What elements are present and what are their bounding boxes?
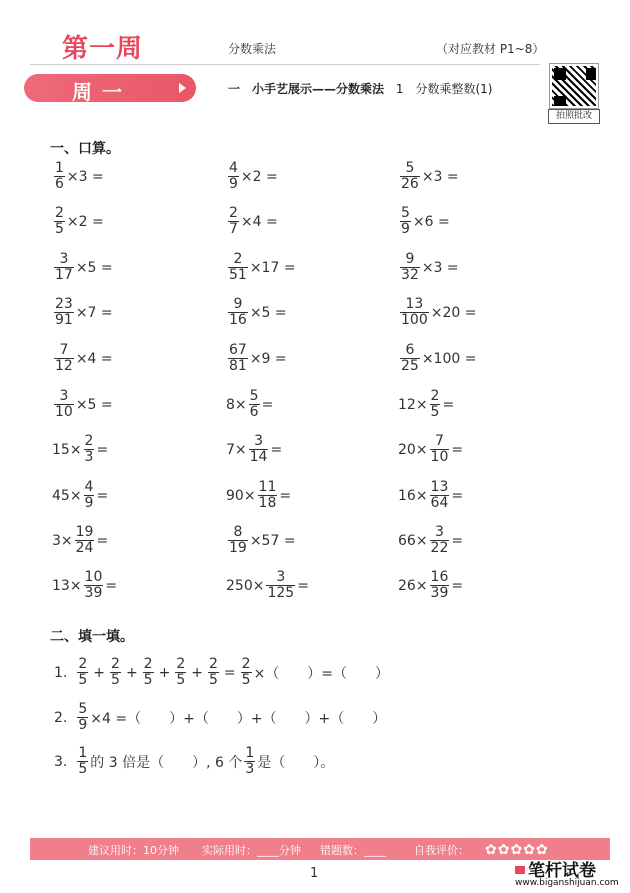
actual-time: 实际用时：____分钟 (202, 844, 301, 857)
fraction (54, 297, 74, 328)
denominator: 26 (401, 176, 419, 192)
operation-suffix: = (297, 577, 309, 594)
oral-calc-item (226, 480, 291, 511)
multiplier-prefix: 45× (52, 487, 82, 504)
numerator: 3 (59, 388, 69, 404)
denominator: 16 (229, 312, 247, 328)
oral-calc-item (52, 161, 104, 192)
denominator: 3 (245, 761, 255, 777)
oral-calc-item (52, 434, 108, 465)
numerator: 2 (78, 656, 88, 672)
denominator: 5 (78, 672, 88, 688)
multiplier-prefix: 250× (226, 577, 265, 594)
numerator: 3 (59, 251, 69, 267)
denominator: 18 (258, 495, 277, 511)
operation-suffix: ×5 = (75, 396, 113, 413)
denominator: 7 (229, 221, 238, 237)
fraction (249, 389, 260, 420)
fraction (266, 570, 295, 601)
oral-calc-item (398, 570, 463, 601)
operation-suffix: = (442, 396, 455, 413)
operation-suffix: ×2 = (66, 213, 104, 230)
operation-suffix: ×4 = (75, 350, 113, 367)
suggested-time: 建议用时：10分钟 (88, 844, 179, 857)
fraction (143, 657, 154, 688)
fraction (258, 480, 278, 511)
denominator: 5 (55, 221, 64, 237)
oral-calc-item (52, 297, 113, 328)
topic-label: 分数乘法 (228, 42, 277, 56)
fraction (77, 657, 88, 688)
numerator: 23 (55, 296, 73, 312)
error-count: 错题数：____ (320, 844, 386, 857)
question-number: 2. (54, 709, 68, 726)
watermark-url: www.biganshijuan.com (515, 878, 619, 888)
denominator: 5 (241, 672, 251, 688)
oral-calc-item (52, 525, 108, 556)
qr-label: 拍照批改 (548, 109, 600, 124)
fraction (241, 657, 252, 688)
fraction (75, 525, 95, 556)
fraction (228, 297, 248, 328)
question-3-end: 是（ ）。 (257, 754, 335, 771)
header-divider (30, 64, 540, 65)
oral-calc-item (226, 161, 278, 192)
question-number: 1. (54, 664, 68, 681)
denominator: 9 (78, 717, 88, 733)
numerator: 2 (111, 656, 120, 672)
operation-suffix: = (105, 577, 118, 594)
fraction (77, 702, 88, 733)
oral-calc-item (52, 343, 113, 374)
multiplier-prefix: 66× (398, 532, 428, 549)
multiplier-prefix: 8× (226, 396, 247, 413)
numerator: 3 (435, 524, 444, 540)
watermark-logo-icon (515, 866, 525, 874)
fraction (84, 480, 95, 511)
denominator: 24 (75, 540, 94, 556)
numerator: 10 (84, 569, 103, 585)
operation-suffix: = (279, 487, 292, 504)
operation-suffix: = (451, 441, 464, 458)
plus-sign: + (191, 664, 203, 681)
denominator: 39 (430, 585, 449, 601)
fraction (228, 206, 239, 237)
numerator: 2 (55, 205, 64, 221)
oral-calc-item (52, 206, 104, 237)
fraction (175, 657, 186, 688)
denominator: 3 (84, 449, 94, 465)
numerator: 8 (233, 524, 243, 540)
operation-suffix: ×3 = (421, 168, 459, 185)
operation-suffix: ×17 = (249, 259, 296, 276)
answer-blanks: ×（ ）=（ ） (253, 665, 390, 682)
denominator: 17 (55, 267, 73, 283)
operation-suffix: = (96, 487, 109, 504)
oral-calc-item (226, 570, 309, 601)
multiplier-prefix: 12× (398, 396, 428, 413)
denominator: 39 (84, 585, 103, 601)
fraction (84, 434, 95, 465)
denominator: 81 (229, 358, 247, 374)
multiplier-prefix: 90× (226, 487, 256, 504)
fraction (77, 746, 88, 777)
numerator: 67 (229, 342, 247, 358)
oral-calc-item (398, 161, 459, 192)
operation-suffix: ×6 = (412, 213, 450, 230)
operation-suffix: ×7 = (75, 304, 113, 321)
denominator: 5 (143, 672, 153, 688)
arrow-right-icon (179, 83, 186, 93)
fraction (430, 480, 450, 511)
denominator: 100 (401, 312, 428, 328)
multiplier-prefix: 15× (52, 441, 82, 458)
operation-suffix: ×20 = (430, 304, 477, 321)
denominator: 5 (111, 672, 120, 688)
operation-suffix: ×100 = (421, 350, 477, 367)
numerator: 9 (405, 251, 415, 267)
oral-calc-item (398, 252, 459, 283)
denominator: 32 (401, 267, 419, 283)
denominator: 9 (401, 221, 410, 237)
fraction (110, 657, 121, 688)
denominator: 14 (249, 449, 268, 465)
denominator: 12 (55, 358, 73, 374)
fraction (430, 389, 441, 420)
fraction (400, 206, 411, 237)
lesson-subtitle (228, 80, 492, 97)
oral-calc-item (398, 297, 476, 328)
denominator: 19 (229, 540, 247, 556)
numerator: 2 (430, 388, 440, 404)
denominator: 10 (430, 449, 449, 465)
oral-calc-item (398, 480, 463, 511)
fraction (228, 161, 239, 192)
numerator: 5 (249, 388, 259, 404)
plus-sign: + (158, 664, 171, 681)
fraction (54, 343, 74, 374)
denominator: 10 (55, 404, 73, 420)
operation-suffix: = (270, 441, 283, 458)
fraction (228, 252, 248, 283)
fraction (54, 252, 74, 283)
operation-suffix: = (96, 441, 109, 458)
fraction (430, 570, 450, 601)
numerator: 4 (84, 479, 94, 495)
oral-calc-item (226, 434, 282, 465)
fraction (430, 525, 450, 556)
fraction (430, 434, 450, 465)
numerator: 7 (59, 342, 69, 358)
numerator: 19 (75, 524, 94, 540)
multiplier-prefix: 3× (52, 532, 73, 549)
oral-calc-item (226, 252, 296, 283)
fraction (54, 389, 74, 420)
fraction (400, 161, 420, 192)
fraction (400, 343, 420, 374)
oral-calc-item (226, 389, 273, 420)
fill-question-1 (54, 657, 389, 688)
numerator: 6 (405, 342, 415, 358)
day-banner (24, 74, 196, 102)
operation-suffix: ×4 = (240, 213, 278, 230)
multiplier-prefix: 26× (398, 577, 428, 594)
operation-suffix: = (451, 487, 464, 504)
operation-suffix: ×5 = (249, 304, 287, 321)
numerator: 1 (55, 160, 64, 176)
numerator: 4 (229, 160, 238, 176)
oral-calc-item (52, 570, 117, 601)
fraction (84, 570, 104, 601)
lesson-title: 1 分数乘整数(1) (395, 82, 493, 96)
numerator: 16 (430, 569, 449, 585)
numerator: 13 (430, 479, 449, 495)
numerator: 2 (208, 656, 218, 672)
numerator: 5 (401, 205, 410, 221)
operation-suffix: = (261, 396, 274, 413)
operation-suffix: ×3 = (421, 259, 459, 276)
numerator: 2 (176, 656, 186, 672)
numerator: 13 (405, 296, 424, 312)
numerator: 2 (84, 433, 94, 449)
denominator: 6 (55, 176, 64, 192)
oral-calc-item (226, 343, 287, 374)
numerator: 9 (233, 296, 243, 312)
denominator: 9 (229, 176, 238, 192)
multiplier-prefix: 20× (398, 441, 428, 458)
textbook-reference: （对应教材 P1~8） (436, 42, 545, 56)
fraction (249, 434, 269, 465)
operation-suffix: ×9 = (249, 350, 287, 367)
denominator: 6 (249, 404, 259, 420)
denominator: 64 (430, 495, 449, 511)
section2-title: 二、填一填。 (50, 629, 134, 645)
denominator: 9 (84, 495, 94, 511)
fill-question-2 (54, 702, 386, 733)
oral-calc-item (52, 389, 113, 420)
operation-suffix: = (96, 532, 109, 549)
plus-sign: + (93, 664, 106, 681)
question-number: 3. (54, 753, 68, 770)
watermark-name: 笔杆试卷 (528, 861, 596, 881)
fraction (208, 657, 219, 688)
multiplier-prefix: 7× (226, 441, 247, 458)
fill-question-3 (54, 746, 334, 777)
numerator: 5 (405, 160, 415, 176)
rating-stars-icon[interactable]: ✿✿✿✿✿ (485, 842, 549, 858)
fraction (228, 525, 248, 556)
self-evaluation: 自我评价： (414, 844, 469, 857)
denominator: 91 (55, 312, 73, 328)
qr-code-icon[interactable] (550, 64, 598, 108)
question-1-expression (75, 657, 389, 688)
fraction (400, 252, 420, 283)
oral-calc-item (398, 206, 450, 237)
fraction (54, 206, 65, 237)
denominator: 5 (176, 672, 186, 688)
operation-suffix: ×2 = (240, 168, 278, 185)
oral-calc-item (52, 480, 108, 511)
week-title: 第一周 (62, 34, 144, 64)
denominator: 125 (267, 585, 295, 601)
numerator: 1 (245, 745, 255, 761)
numerator: 3 (254, 433, 264, 449)
oral-calc-item (398, 434, 463, 465)
denominator: 51 (229, 267, 247, 283)
denominator: 5 (430, 404, 440, 420)
operation-suffix: ×5 = (75, 259, 113, 276)
operation-suffix: = (451, 577, 464, 594)
denominator: 5 (78, 761, 88, 777)
footer-bar (30, 838, 610, 860)
oral-calc-item (398, 343, 476, 374)
oral-calc-item (226, 297, 287, 328)
oral-calc-item (398, 389, 454, 420)
day-label: 周一 (72, 80, 132, 104)
denominator: 22 (430, 540, 449, 556)
numerator: 2 (229, 205, 238, 221)
numerator: 3 (276, 569, 286, 585)
multiplier-prefix: 16× (398, 487, 428, 504)
oral-calc-item (226, 525, 296, 556)
unit-title: 一 小手艺展示——分数乘法 (228, 82, 385, 96)
oral-calc-item (398, 525, 463, 556)
equals-sign: = (223, 664, 236, 681)
multiplier-prefix: 13× (52, 577, 82, 594)
question-2-rest: ×4 =（ ）+（ ）+（ ）+（ ） (90, 710, 387, 727)
plus-sign: + (125, 664, 138, 681)
oral-calc-item (52, 252, 113, 283)
numerator: 2 (241, 656, 251, 672)
operation-suffix: ×3 = (66, 168, 104, 185)
operation-suffix: = (451, 532, 464, 549)
numerator: 7 (435, 433, 444, 449)
fraction (228, 343, 248, 374)
numerator: 1 (78, 745, 88, 761)
numerator: 11 (258, 479, 277, 495)
denominator: 25 (401, 358, 419, 374)
numerator: 2 (143, 656, 153, 672)
oral-calc-item (226, 206, 278, 237)
denominator: 5 (208, 672, 218, 688)
question-3-middle: 的 3 倍是（ ）, 6 个 (90, 754, 243, 771)
fraction (54, 161, 65, 192)
numerator: 5 (78, 701, 88, 717)
operation-suffix: ×57 = (249, 532, 296, 549)
numerator: 2 (233, 251, 243, 267)
page-number: 1 (310, 866, 319, 881)
fraction (244, 746, 255, 777)
section1-title: 一、口算。 (50, 141, 120, 157)
fraction (400, 297, 429, 328)
